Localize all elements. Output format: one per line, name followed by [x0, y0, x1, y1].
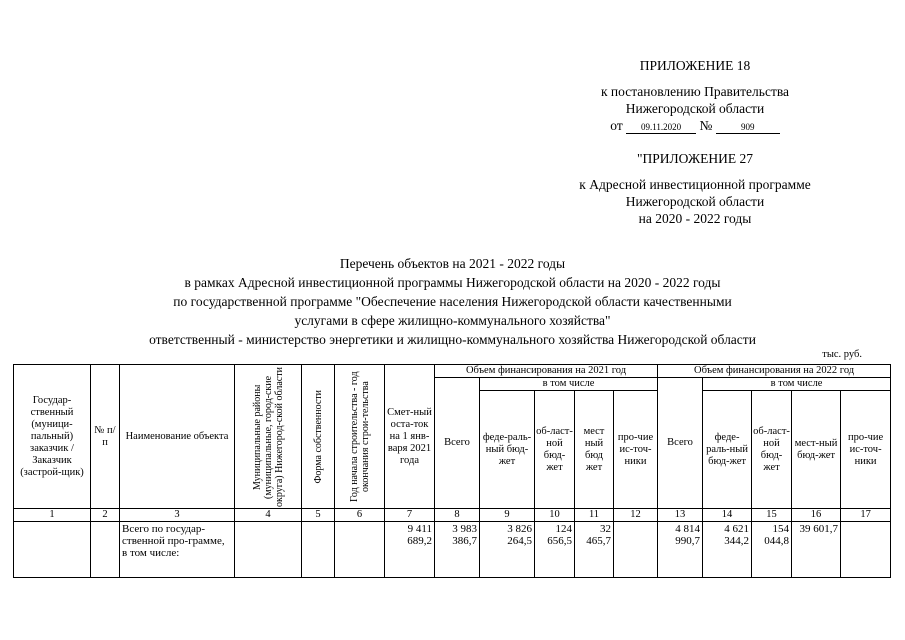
total-ownership: [302, 522, 335, 578]
title-line1: Перечень объектов на 2021 - 2022 годы: [339, 256, 566, 271]
total-estimate: 9 411 689,2: [385, 522, 435, 578]
header-estimate: Смет-ный оста-ток на 1 янв-варя 2021 года: [385, 365, 435, 509]
total-row: [14, 522, 891, 578]
appendix-27-block: [535, 150, 855, 227]
appendix-27-title: "ПРИЛОЖЕНИЕ 27: [636, 151, 754, 166]
local-2022: 39 601,7: [792, 522, 841, 578]
col-number: 11: [575, 509, 614, 522]
header-federal-2022: феде-раль-ный бюд-жет: [703, 391, 752, 509]
col-number: 12: [614, 509, 658, 522]
regional-2022: 154 044,8: [752, 522, 792, 578]
header-years-text: Год начала строительства - год окончания строи-тельства: [348, 371, 371, 502]
header-districts-text: Муниципальные районы (муниципальные, город-ские округа) Нижегород-ской области: [251, 366, 285, 507]
header-years: [335, 365, 385, 509]
total-2021: 3 983 386,7: [435, 522, 480, 578]
col-number: 3: [120, 509, 235, 522]
header-ownership-text: Форма собственности: [312, 389, 324, 484]
header-local-2021: мест ный бюд жет: [575, 391, 614, 509]
decree-date-line: [575, 117, 815, 134]
total-customer: [14, 522, 91, 578]
col-number: 14: [703, 509, 752, 522]
from-label: от: [610, 118, 623, 133]
regional-2021: 124 656,5: [535, 522, 575, 578]
document-title: [0, 254, 905, 349]
header-num: № п/п: [91, 365, 120, 509]
to-decree-line: к постановлению Правительства: [600, 84, 790, 99]
other-2022: [841, 522, 891, 578]
federal-2022: 4 621 344,2: [703, 522, 752, 578]
header-total-2022: Всего: [658, 378, 703, 509]
header-row-1: [14, 365, 891, 378]
col-number: 2: [91, 509, 120, 522]
header-ownership: [302, 365, 335, 509]
col-number: 7: [385, 509, 435, 522]
other-2021: [614, 522, 658, 578]
title-line3: по государственной программе "Обеспечение населения Нижегородской области качественными: [173, 294, 732, 309]
header-including-2022: в том числе: [703, 378, 891, 391]
col-number: 15: [752, 509, 792, 522]
header-other-2021: про-чие ис-точ-ники: [614, 391, 658, 509]
header-regional-2022: об-ласт-ной бюд-жет: [752, 391, 792, 509]
number-sign: №: [699, 118, 713, 133]
header-fin-2021: Объем финансирования на 2021 год: [435, 365, 658, 378]
col-number: 17: [841, 509, 891, 522]
appendix-27-line3: на 2020 - 2022 годы: [638, 211, 752, 226]
col-number: 5: [302, 509, 335, 522]
federal-2021: 3 826 264,5: [480, 522, 535, 578]
title-line5: ответственный - министерство энергетики и жилищно-коммунального хозяйства Нижегородской области: [149, 332, 756, 347]
col-number: 9: [480, 509, 535, 522]
total-years: [335, 522, 385, 578]
header-customer: Государ-ственный (муници-пальный) заказчик / Заказчик (застрой-щик): [14, 365, 91, 509]
col-number: 6: [335, 509, 385, 522]
appendix-18-title: ПРИЛОЖЕНИЕ 18: [639, 58, 751, 73]
title-line2: в рамках Адресной инвестиционной программы Нижегородской области на 2020 - 2022 годы: [184, 275, 721, 290]
total-districts: [235, 522, 302, 578]
header-federal-2021: феде-раль-ный бюд-жет: [480, 391, 535, 509]
column-numbers-row: [14, 509, 891, 522]
appendix-27-line1: к Адресной инвестиционной программе: [579, 177, 811, 192]
col-number: 13: [658, 509, 703, 522]
col-number: 8: [435, 509, 480, 522]
objects-table: [13, 364, 891, 578]
col-number: 1: [14, 509, 91, 522]
decree-date: 09.11.2020: [626, 122, 696, 134]
appendix-18-block: [575, 57, 815, 134]
col-number: 10: [535, 509, 575, 522]
header-districts: [235, 365, 302, 509]
local-2021: 32 465,7: [575, 522, 614, 578]
header-including-2021: в том числе: [480, 378, 658, 391]
header-fin-2022: Объем финансирования на 2022 год: [658, 365, 891, 378]
header-other-2022: про-чие ис-точ-ники: [841, 391, 891, 509]
decree-number: 909: [716, 122, 780, 134]
appendix-27-line2: Нижегородской области: [625, 194, 765, 209]
region-line: Нижегородской области: [625, 101, 765, 116]
header-name: Наименование объекта: [120, 365, 235, 509]
col-number: 4: [235, 509, 302, 522]
col-number: 16: [792, 509, 841, 522]
header-total-2021: Всего: [435, 378, 480, 509]
header-local-2022: мест-ный бюд-жет: [792, 391, 841, 509]
total-num: [91, 522, 120, 578]
units-label: тыс. руб.: [822, 349, 862, 360]
header-regional-2021: об-ласт-ной бюд-жет: [535, 391, 575, 509]
title-line4: услугами в сфере жилищно-коммунального хозяйства": [294, 313, 611, 328]
total-2022: 4 814 990,7: [658, 522, 703, 578]
total-row-name: Всего по государ-ственной про-грамме, в том числе:: [120, 522, 235, 578]
